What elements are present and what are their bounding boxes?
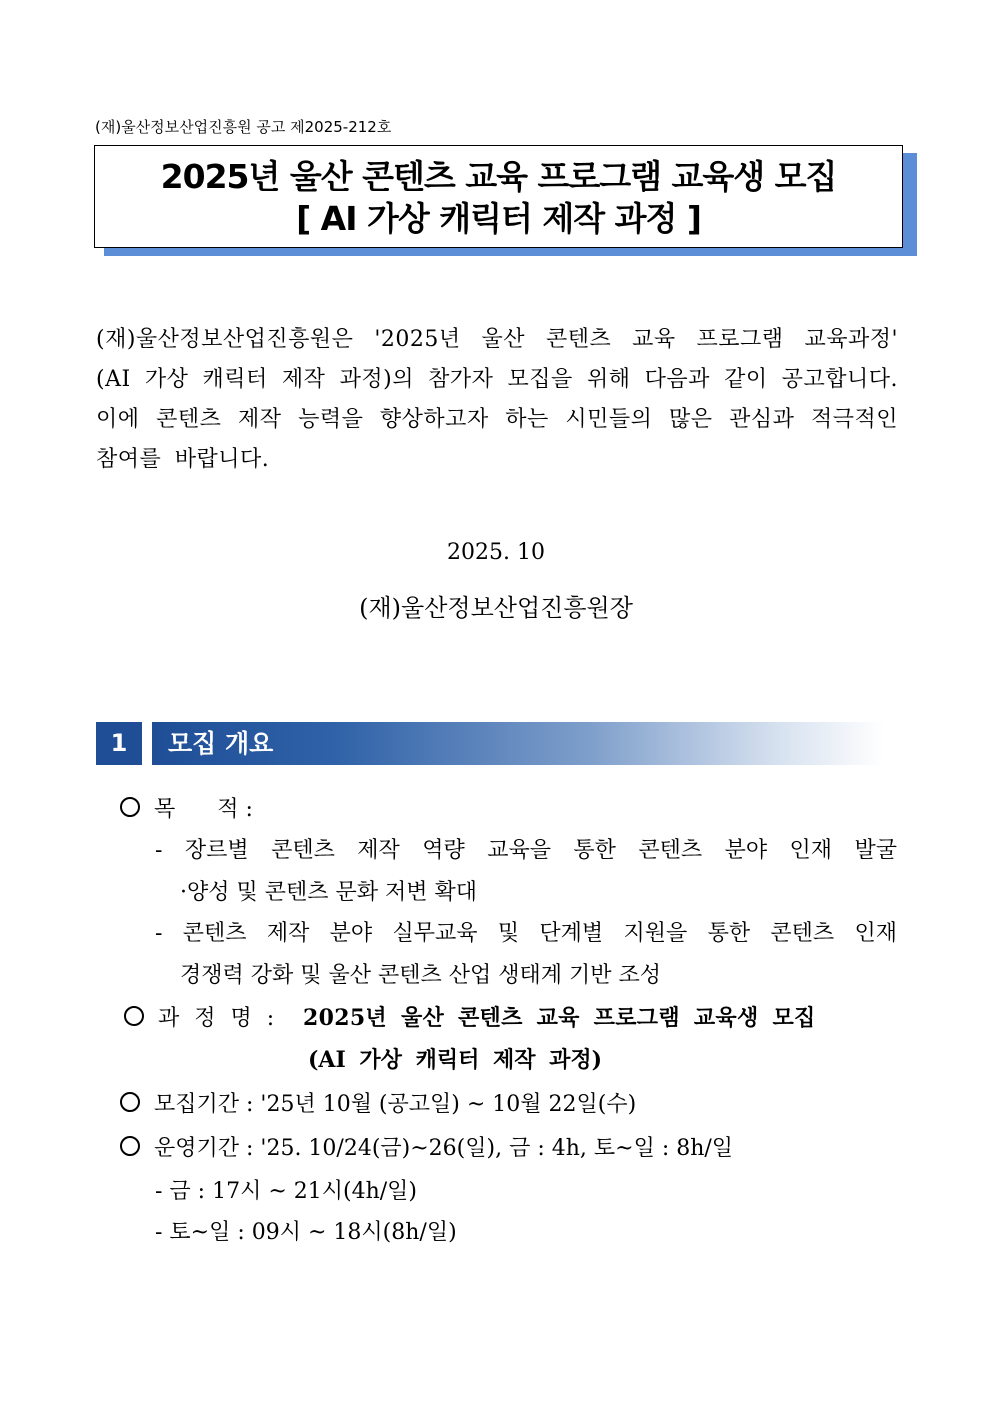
operation-period: 운영기간 : '25. 10/24(금)~26(일), 금 : 4h, 토~일 : 8h/일 — [154, 1136, 734, 1161]
title-line-2: [ AI 가상 캐릭터 제작 과정 ] — [296, 199, 701, 238]
notice-number: (재)울산정보산업진흥원 공고 제2025-212호 — [95, 118, 392, 136]
purpose-item — [120, 792, 253, 823]
intro-paragraph: (재)울산정보산업진흥원은 '2025년 울산 콘텐츠 교육 프로그램 교육과정' (AI 가상 캐릭터 제작 과정)의 참가자 모집을 위해 다음과 같이 공고합니다. 이에 콘텐츠 제작 능력을 향상하고자 하는 시민들의 많은 관심과 적극적인 참여를 바랍니다. — [96, 327, 898, 472]
organization-signature: (재)울산정보산업진흥원장 — [359, 594, 633, 622]
title-box — [94, 145, 903, 248]
section-number: 1 — [96, 722, 142, 765]
section-title: 모집 개요 — [168, 729, 274, 758]
recruit-period: 모집기간 : '25년 10월 (공고일) ~ 10월 22일(수) — [154, 1092, 637, 1117]
operation-friday: - 금 : 17시 ~ 21시(4h/일) — [155, 1179, 417, 1204]
course-name-line-2: (AI 가상 캐릭터 제작 과정) — [308, 1047, 603, 1073]
purpose-line-1b: ·양성 및 콘텐츠 문화 저변 확대 — [180, 880, 477, 905]
purpose-line-1a: - 장르별 콘텐츠 제작 역량 교육을 통한 콘텐츠 분야 인재 발굴 — [155, 838, 897, 863]
course-label: 과 정 명 : — [158, 1006, 275, 1031]
bullet-circle-icon — [120, 1092, 140, 1112]
operation-period-item — [120, 1131, 733, 1162]
bullet-circle-icon — [124, 1006, 144, 1026]
announcement-date: 2025. 10 — [447, 540, 545, 565]
course-name-item — [124, 1001, 274, 1032]
purpose-label: 목 적 : — [154, 797, 253, 822]
purpose-line-2b: 경쟁력 강화 및 울산 콘텐츠 산업 생태계 기반 조성 — [180, 963, 661, 988]
bullet-circle-icon — [120, 797, 140, 817]
bullet-circle-icon — [120, 1136, 140, 1156]
course-name-line-1: 2025년 울산 콘텐츠 교육 프로그램 교육생 모집 — [303, 1005, 816, 1031]
title-line-1: 2025년 울산 콘텐츠 교육 프로그램 교육생 모집 — [160, 157, 837, 196]
recruit-period-item — [120, 1087, 636, 1118]
purpose-line-2a: - 콘텐츠 제작 분야 실무교육 및 단계별 지원을 통한 콘텐츠 인재 — [155, 921, 897, 946]
operation-weekend: - 토~일 : 09시 ~ 18시(8h/일) — [155, 1220, 457, 1245]
